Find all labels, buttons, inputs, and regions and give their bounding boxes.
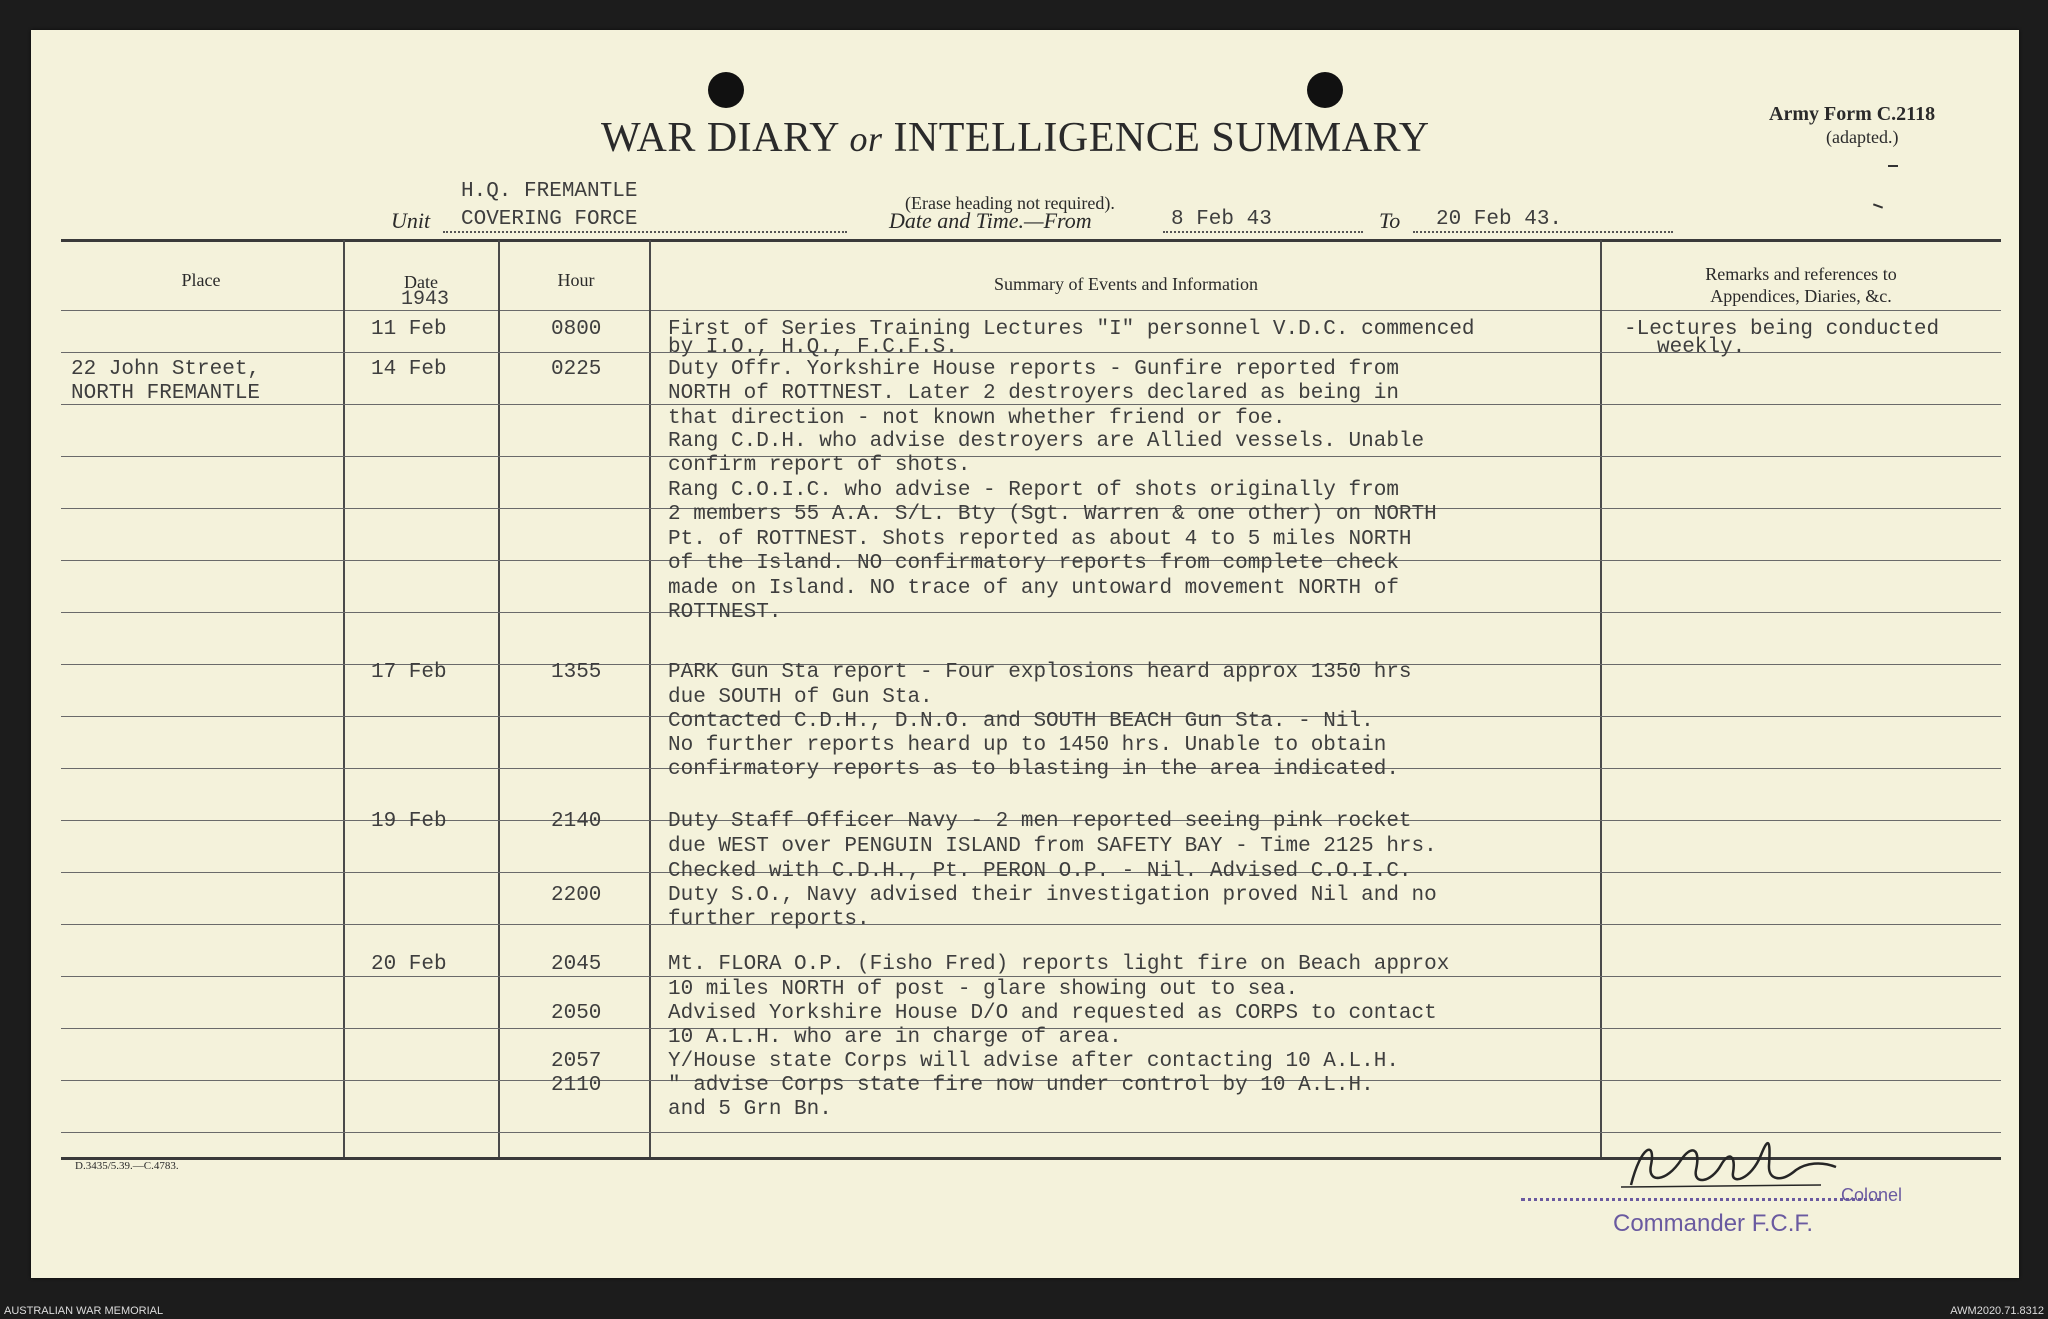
entry-hour: 2050 [551,1002,602,1025]
entry-date: 11 Feb [371,318,447,341]
page-title: WAR DIARY or INTELLIGENCE SUMMARY [601,115,1430,161]
entry-line: 10 A.L.H. who are in charge of area. [668,1026,1122,1049]
entry-line: Pt. of ROTTNEST. Shots reported as about 4 to 5 miles NORTH [668,528,1412,551]
unit-line-2: COVERING FORCE [461,208,638,231]
entry-line: that direction - not known whether friend or foe. [668,407,1286,430]
stamp-colonel: Colonel [1841,1185,1903,1205]
entry-place: NORTH FREMANTLE [71,382,261,405]
entry-line: due WEST over PENGUIN ISLAND from SAFETY BAY - Time 2125 hrs. [668,835,1437,858]
print-code: D.3435/5.39.—C.4783. [75,1160,179,1172]
stamp-commander: Commander F.C.F. [1613,1210,1814,1237]
entry-hour: 1355 [551,661,602,684]
archive-reference: AWM2020.71.8312 [1950,1305,2044,1317]
punch-hole-right [1307,72,1343,108]
entry-line: Advised Yorkshire House D/O and requested as CORPS to contact [668,1002,1437,1025]
entry-hour: 2057 [551,1050,602,1073]
entry-line: PARK Gun Sta report - Four explosions heard approx 1350 hrs [668,661,1412,684]
date-to: 20 Feb 43. [1436,208,1563,231]
entry-line: Duty S.O., Navy advised their investigation proved Nil and no [668,884,1437,907]
entry-hour: 0225 [551,358,602,381]
entry-line: First of Series Training Lectures "I" personnel V.D.C. commenced [668,318,1475,341]
entry-line: due SOUTH of Gun Sta. [668,686,933,709]
column-remarks-1: Remarks and references to [1705,264,1897,284]
column-place: Place [181,270,221,290]
entry-hour: 2200 [551,884,602,907]
unit-label: Unit [391,208,431,233]
entry-date: 17 Feb [371,661,447,684]
column-summary: Summary of Events and Information [994,274,1258,294]
entry-line: Y/House state Corps will advise after contacting 10 A.L.H. [668,1050,1399,1073]
entry-hour: 2110 [551,1074,602,1097]
entry-line: confirmatory reports as to blasting in the area indicated. [668,758,1399,781]
entry-date: 20 Feb [371,953,447,976]
entry-date: 14 Feb [371,358,447,381]
army-form-adapted: (adapted.) [1826,127,1899,147]
entry-line: confirm report of shots. [668,454,971,477]
signature [1611,1125,1851,1205]
entry-line: No further reports heard up to 1450 hrs. Unable to obtain [668,734,1387,757]
date-time-label: Date and Time.—From [889,208,1092,233]
entry-date: 19 Feb [371,810,447,833]
diary-sheet [31,30,2019,1278]
entry-line: of the Island. NO confirmatory reports from complete check [668,552,1399,575]
entry-hour: 0800 [551,318,602,341]
entry-line: Rang C.O.I.C. who advise - Report of shots originally from [668,479,1399,502]
entry-place: 22 John Street, [71,358,261,381]
entry-line: made on Island. NO trace of any untoward movement NORTH of [668,577,1399,600]
date-to-label: To [1379,208,1401,233]
entry-line: " advise Corps state fire now under control by 10 A.L.H. [668,1074,1374,1097]
entry-line: Contacted C.D.H., D.N.O. and SOUTH BEACH Gun Sta. - Nil. [668,710,1374,733]
entry-remark: -Lectures being conducted [1624,318,1940,341]
erase-heading-note: (Erase heading not required). [905,193,1115,213]
column-remarks-2: Appendices, Diaries, &c. [1710,286,1892,306]
column-date: Date [404,272,438,292]
entry-line: Rang C.D.H. who advise destroyers are Allied vessels. Unable [668,430,1425,453]
entry-line: 10 miles NORTH of post - glare showing out to sea. [668,978,1299,1001]
entry-line: 2 members 55 A.A. S/L. Bty (Sgt. Warren & one other) on NORTH [668,503,1437,526]
entry-line: by I.O., H.Q., F.C.F.S. [668,336,958,359]
entry-line: ROTTNEST. [668,601,782,624]
punch-hole-left [708,72,744,108]
date-from: 8 Feb 43 [1171,208,1272,231]
column-date-year: 1943 [401,288,450,311]
entry-remark: weekly. [1657,336,1746,359]
entry-hour: 2140 [551,810,602,833]
army-form-number: Army Form C.2118 [1769,103,1936,125]
entry-line: NORTH of ROTTNEST. Later 2 destroyers declared as being in [668,382,1399,405]
entry-line: further reports. [668,908,870,931]
entry-line: Duty Staff Officer Navy - 2 men reported seeing pink rocket [668,810,1412,833]
entry-hour: 2045 [551,953,602,976]
entry-line: and 5 Grn Bn. [668,1098,832,1121]
archive-credit: AUSTRALIAN WAR MEMORIAL [4,1305,164,1317]
entry-line: Duty Offr. Yorkshire House reports - Gunfire reported from [668,358,1399,381]
entry-line: Mt. FLORA O.P. (Fisho Fred) reports light fire on Beach approx [668,953,1450,976]
unit-line-1: H.Q. FREMANTLE [461,180,638,203]
entry-line: Checked with C.D.H., Pt. PERON O.P. - Nil. Advised C.O.I.C. [668,860,1412,883]
column-hour: Hour [557,270,595,290]
